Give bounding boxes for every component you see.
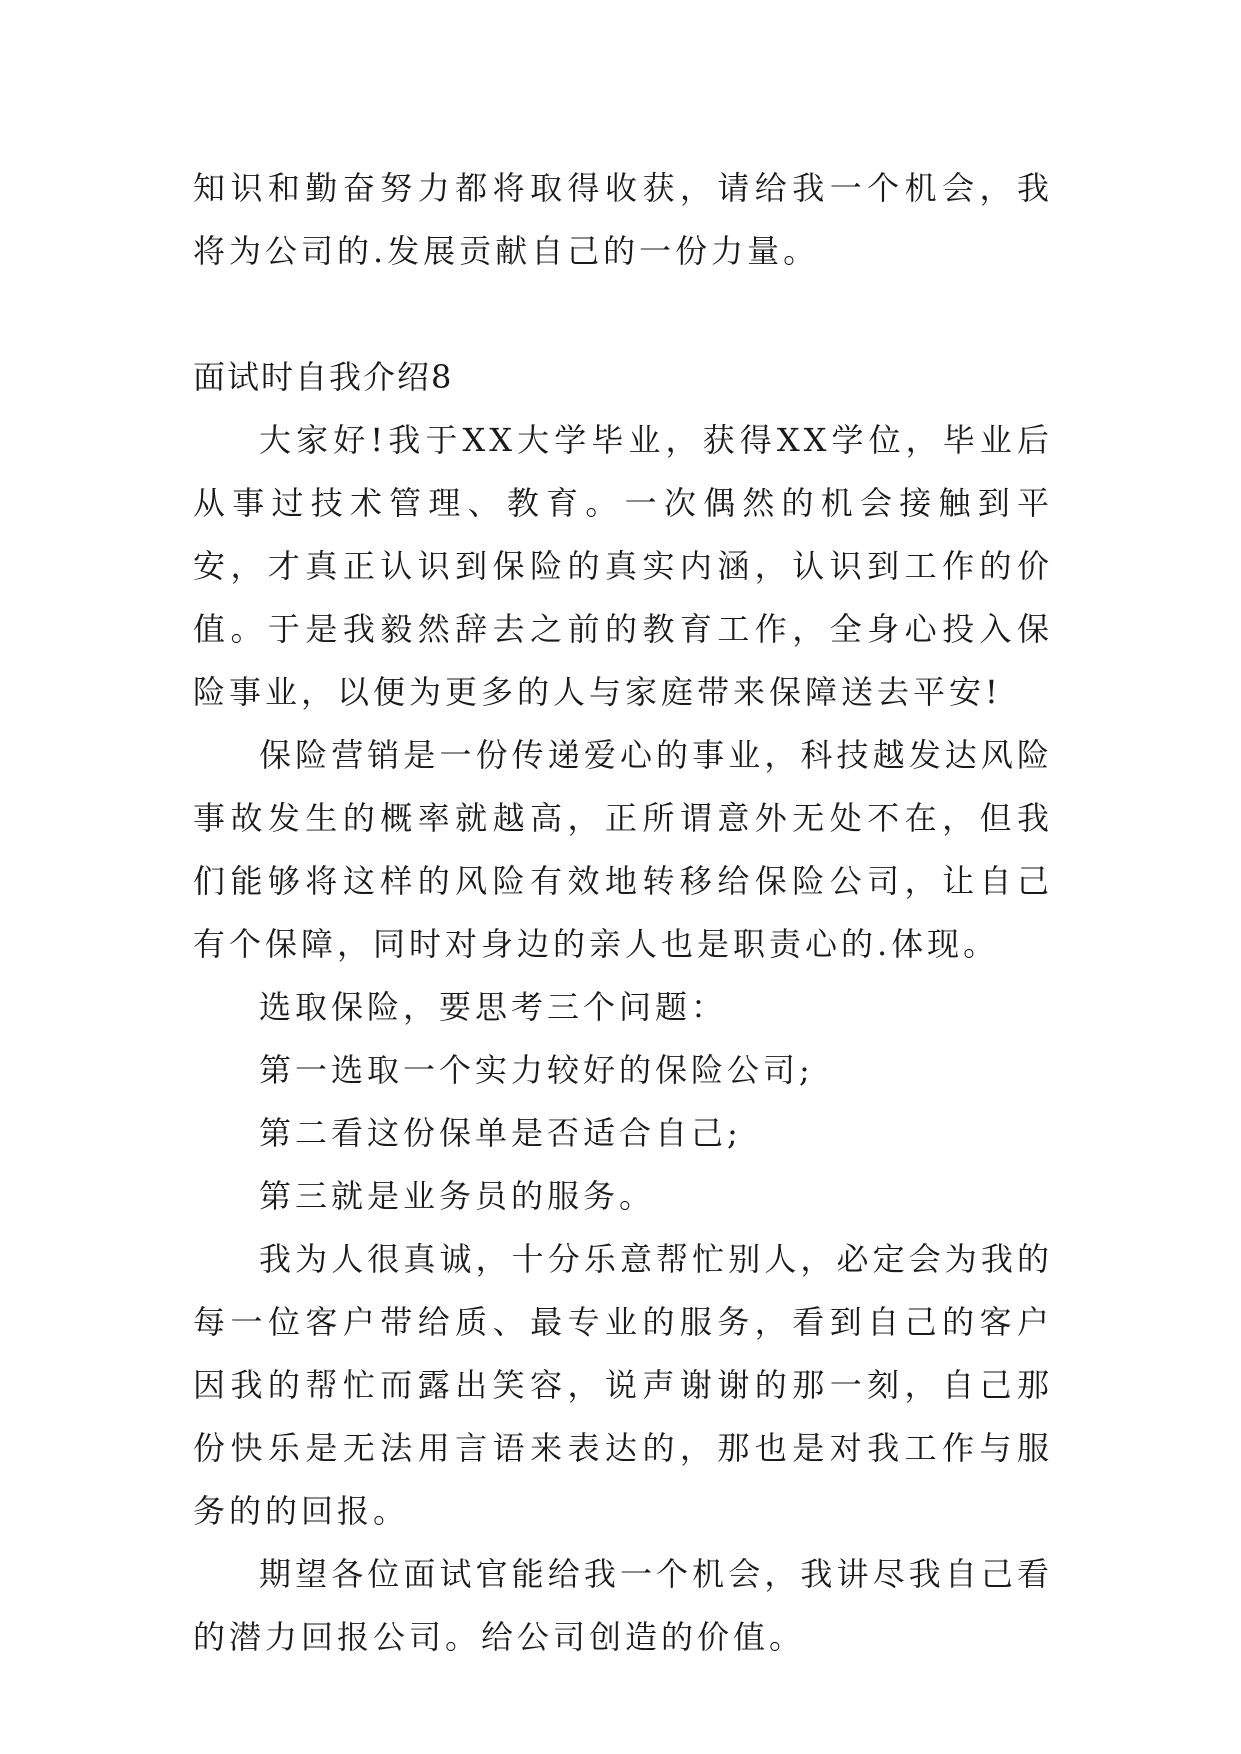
- section-heading: 面试时自我介绍8: [193, 358, 454, 396]
- paragraph-insurance-marketing: 保险营销是一份传递爱心的事业，科技越发达风险事故发生的概率就越高，正所谓意外无处不在，但我们能够将这样的风险有效地转移给保险公司，让自己有个保障，同时对身边的亲人也是职责心的.体现。: [193, 736, 1053, 963]
- document-body: [193, 157, 1053, 1669]
- paragraph-intro: 大家好!我于XX大学毕业，获得XX学位，毕业后从事过技术管理、教育。一次偶然的机会接触到平安，才真正认识到保险的真实内涵，认识到工作的价值。于是我毅然辞去之前的教育工作，全身心投入保险事业，以便为更多的人与家庭带来保障送去平安!: [193, 421, 1053, 711]
- paragraph-continuation: 知识和勤奋努力都将取得收获，请给我一个机会，我将为公司的.发展贡献自己的一份力量。: [193, 169, 1053, 270]
- paragraph-three-questions: 选取保险，要思考三个问题：: [259, 988, 728, 1026]
- paragraph-sincerity: 我为人很真诚，十分乐意帮忙别人，必定会为我的每一位客户带给质、最专业的服务，看到自己的客户因我的帮忙而露出笑容，说声谢谢的那一刻，自己那份快乐是无法用言语来表达的，那也是对我工作与服务的的回报。: [193, 1240, 1053, 1530]
- list-item-third: 第三就是业务员的服务。: [259, 1177, 656, 1215]
- list-item-second: 第二看这份保单是否适合自己;: [259, 1114, 742, 1152]
- list-item-first: 第一选取一个实力较好的保险公司;: [259, 1051, 814, 1089]
- paragraph-closing: 期望各位面试官能给我一个机会，我讲尽我自己看的潜力回报公司。给公司创造的价值。: [193, 1555, 1053, 1656]
